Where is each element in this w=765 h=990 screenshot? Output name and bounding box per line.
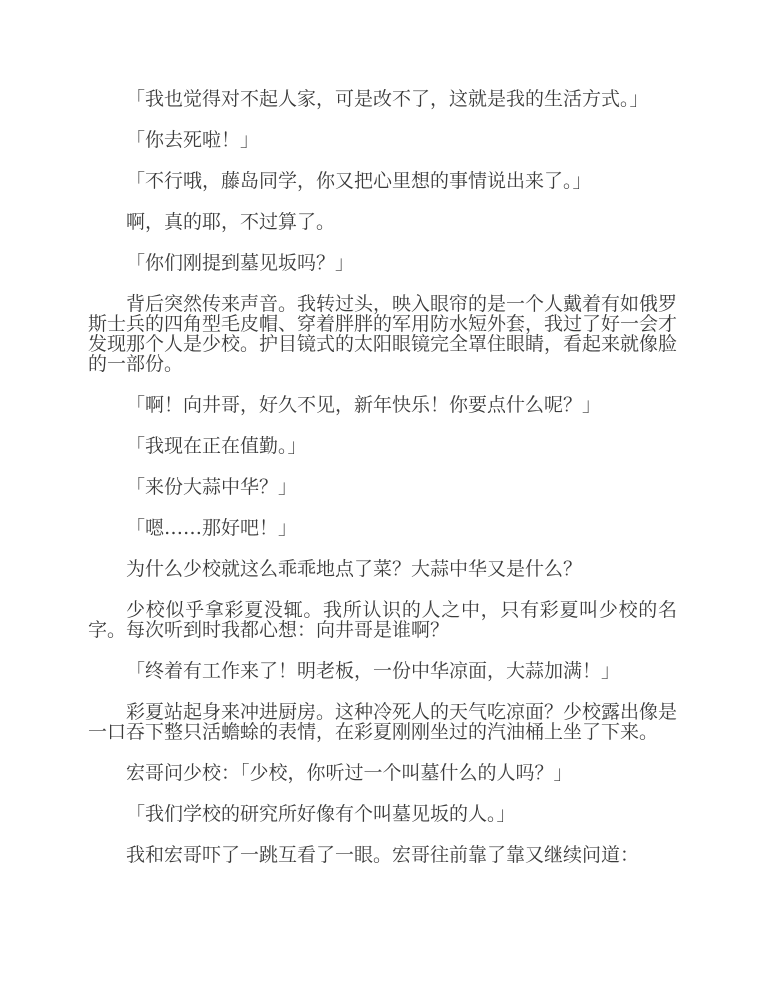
paragraph: 「我也觉得对不起人家，可是改不了，这就是我的生活方式。」 (126, 88, 649, 110)
novel-text-block (88, 89, 677, 865)
paragraph: 「你们刚提到墓见坂吗？」 (126, 252, 355, 274)
paragraph: 「你去死啦！」 (126, 129, 260, 151)
paragraph: 「嗯……那好吧！」 (126, 517, 298, 539)
paragraph: 「我现在正在值勤。」 (126, 435, 307, 457)
paragraph: 「不行哦，藤岛同学，你又把心里想的事情说出来了。」 (126, 170, 592, 192)
paragraph: 「我们学校的研究所好像有个叫墓见坂的人。」 (126, 803, 516, 825)
paragraph: 宏哥问少校：「少校，你听过一个叫墓什么的人吗？」 (126, 762, 573, 784)
paragraph: 我和宏哥吓了一跳互看了一眼。宏哥往前靠了靠又继续问道： (126, 844, 640, 866)
paragraph: 啊，真的耶，不过算了。 (126, 211, 336, 233)
paragraph: 为什么少校就这么乖乖地点了菜？大蒜中华又是什么？ (126, 558, 583, 580)
paragraph: 背后突然传来声音。我转过头，映入眼帘的是一个人戴着有如俄罗斯士兵的四角型毛皮帽、穿着胖胖的军用防水短外套，我过了好一会才发现那个人是少校。护目镜式的太阳眼镜完全罩住眼睛，看起来就像脸的一部份。 (88, 293, 678, 375)
paragraph: 少校似乎拿彩夏没辄。我所认识的人之中，只有彩夏叫少校的名字。每次听到时我都心想：向井哥是谁啊？ (88, 599, 677, 641)
paragraph: 「啊！向井哥，好久不见，新年快乐！你要点什么呢？」 (126, 394, 602, 416)
paragraph: 「来份大蒜中华？」 (126, 476, 298, 498)
paragraph: 彩夏站起身来冲进厨房。这种冷死人的天气吃凉面？少校露出像是一口吞下整只活蟾蜍的表情，在彩夏刚刚坐过的汽油桶上坐了下来。 (88, 701, 678, 743)
paragraph: 「终着有工作来了！明老板，一份中华凉面，大蒜加满！」 (126, 660, 621, 682)
